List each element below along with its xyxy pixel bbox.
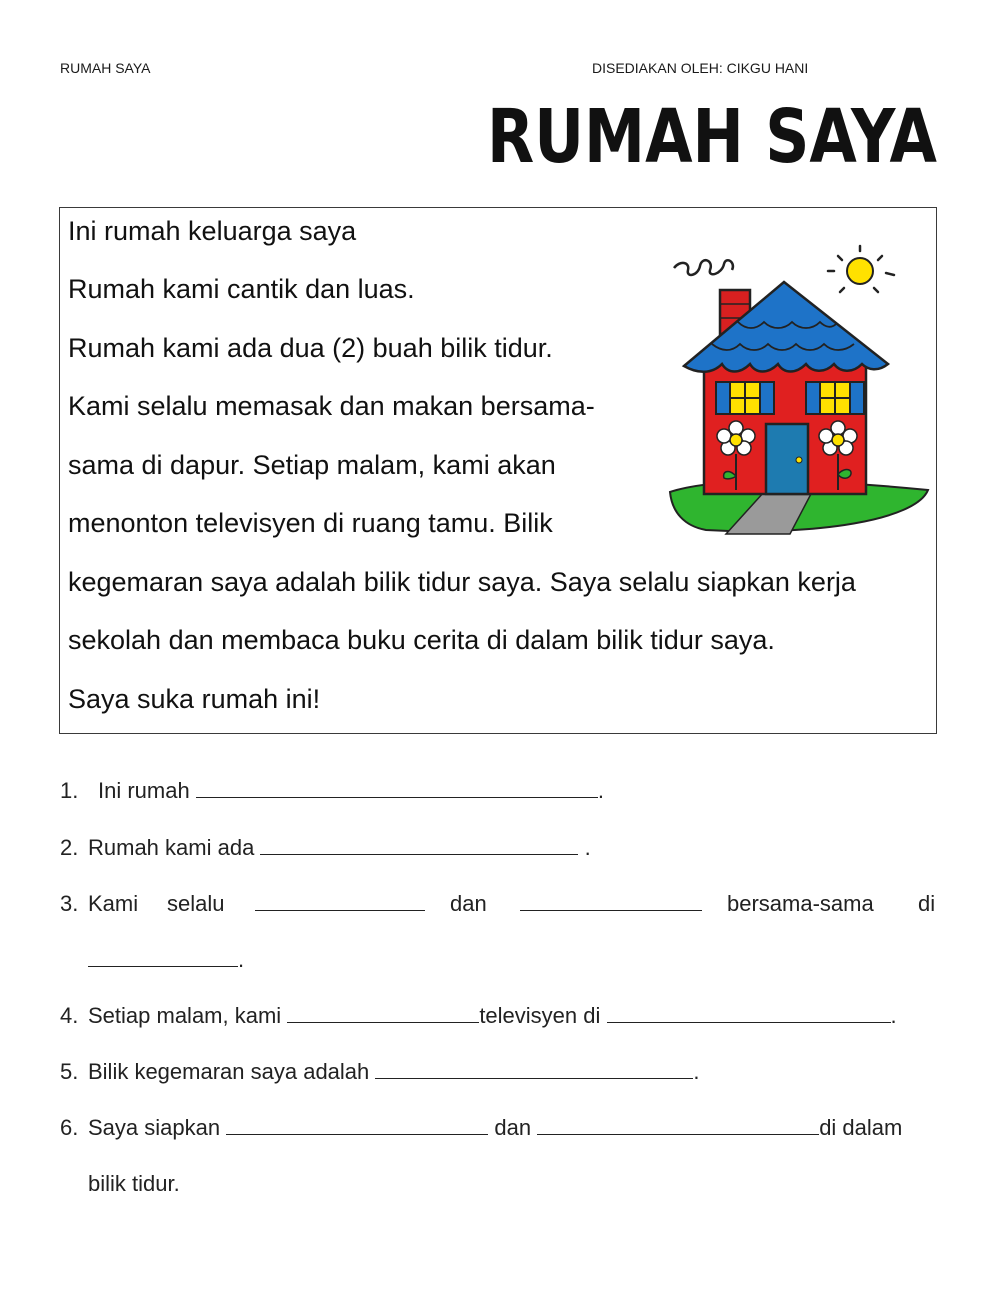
- question-text: di dalam: [819, 1115, 903, 1140]
- question-number: 5.: [60, 1059, 79, 1084]
- question-3: [60, 889, 940, 979]
- passage-line: Kami selalu memasak dan makan bersama-: [68, 391, 595, 421]
- question-2: [60, 833, 940, 863]
- question-number: 3.: [60, 891, 79, 916]
- question-number: 4.: [60, 1003, 79, 1028]
- question-text: dan: [450, 891, 487, 916]
- page-title: [484, 86, 940, 178]
- question-text: .: [890, 1003, 897, 1028]
- house-illustration: [666, 240, 932, 536]
- answer-blank[interactable]: [287, 1002, 479, 1023]
- page-title-text: RUMAH SAYA: [487, 94, 937, 180]
- question-text: dan: [494, 1115, 532, 1140]
- question-number: 2.: [60, 835, 79, 860]
- question-text: Bilik kegemaran saya adalah: [88, 1059, 370, 1084]
- passage-line: sama di dapur. Setiap malam, kami akan: [68, 450, 556, 480]
- passage-line: Rumah kami cantik dan luas.: [68, 274, 415, 304]
- question-text: Saya siapkan: [88, 1115, 221, 1140]
- question-text: .: [584, 835, 591, 860]
- answer-blank[interactable]: [196, 777, 598, 798]
- question-number: 1.: [60, 778, 79, 803]
- answer-blank[interactable]: [537, 1114, 819, 1135]
- passage-line: sekolah dan membaca buku cerita di dalam bilik tidur saya.: [68, 625, 775, 655]
- question-text: .: [238, 947, 245, 972]
- question-text: bersama-sama: [727, 891, 874, 916]
- answer-blank[interactable]: [375, 1058, 693, 1079]
- question-text: di: [918, 891, 936, 916]
- answer-blank[interactable]: [520, 890, 702, 911]
- question-text: televisyen di: [479, 1003, 601, 1028]
- passage-line: Saya suka rumah ini!: [68, 684, 321, 714]
- answer-blank[interactable]: [260, 834, 578, 855]
- question-6: [60, 1113, 940, 1203]
- question-text: selalu: [167, 891, 225, 916]
- question-4: [60, 1001, 940, 1031]
- question-text: .: [693, 1059, 700, 1084]
- question-text: bilik tidur.: [88, 1171, 180, 1196]
- passage-line: menonton televisyen di ruang tamu. Bilik: [68, 508, 553, 538]
- passage-line: kegemaran saya adalah bilik tidur saya. Saya selalu siapkan kerja: [68, 567, 856, 597]
- question-text: Rumah kami ada: [88, 835, 255, 860]
- header-author-label: DISEDIAKAN OLEH: CIKGU HANI: [592, 60, 809, 76]
- answer-blank[interactable]: [255, 890, 425, 911]
- question-1: [60, 776, 940, 806]
- question-number: 6.: [60, 1115, 79, 1140]
- question-text: Kami: [88, 891, 139, 916]
- question-text: Setiap malam, kami: [88, 1003, 282, 1028]
- answer-blank[interactable]: [226, 1114, 488, 1135]
- answer-blank[interactable]: [88, 946, 238, 967]
- passage-line: Rumah kami ada dua (2) buah bilik tidur.: [68, 333, 553, 363]
- question-text: Ini rumah: [98, 778, 190, 803]
- passage-line: Ini rumah keluarga saya: [68, 216, 357, 246]
- question-5: [60, 1057, 940, 1087]
- question-text: .: [597, 778, 604, 803]
- header-left-label: RUMAH SAYA: [60, 60, 151, 76]
- answer-blank[interactable]: [607, 1002, 891, 1023]
